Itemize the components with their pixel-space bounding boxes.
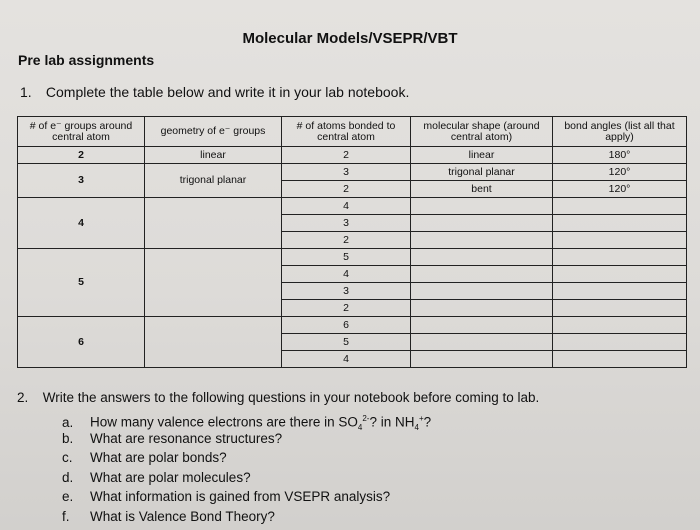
- section-heading: Pre lab assignments: [18, 52, 155, 68]
- header-bond-angles: bond angles (list all that apply): [553, 117, 687, 147]
- cell-molecular-shape: [411, 266, 553, 283]
- cell-atoms-bonded: 3: [282, 215, 411, 232]
- cell-bond-angle: 120°: [553, 181, 687, 198]
- cell-bond-angle: [553, 266, 687, 283]
- cell-molecular-shape: [411, 215, 553, 232]
- cell-e-groups: 2: [18, 147, 145, 164]
- cell-molecular-shape: trigonal planar: [411, 164, 553, 181]
- subscript: 4: [357, 423, 363, 433]
- table-header-row: [18, 117, 687, 147]
- cell-atoms-bonded: 3: [282, 283, 411, 300]
- cell-bond-angle: [553, 300, 687, 317]
- cell-bond-angle: [553, 215, 687, 232]
- header-geometry: geometry of e⁻ groups: [145, 117, 282, 147]
- cell-atoms-bonded: 3: [282, 164, 411, 181]
- cell-bond-angle: 180°: [553, 147, 687, 164]
- subquestion-d: [62, 468, 431, 488]
- cell-geometry: linear: [145, 147, 282, 164]
- subquestion-letter: c.: [62, 450, 73, 466]
- cell-atoms-bonded: 2: [282, 147, 411, 164]
- subquestion-f: [62, 507, 431, 527]
- subquestion-letter: a.: [62, 414, 74, 430]
- cell-molecular-shape: [411, 334, 553, 351]
- cell-bond-angle: 120°: [553, 164, 687, 181]
- table-row: [18, 147, 687, 164]
- superscript: +: [418, 414, 424, 423]
- cell-atoms-bonded: 4: [282, 266, 411, 283]
- cell-geometry: trigonal planar: [145, 164, 282, 198]
- cell-e-groups: 5: [18, 249, 145, 317]
- cell-atoms-bonded: 6: [282, 317, 411, 334]
- subquestion-letter: f.: [62, 508, 70, 524]
- vsepr-table: [17, 116, 687, 368]
- cell-e-groups: 6: [18, 317, 145, 368]
- subquestion-c: [62, 448, 431, 468]
- cell-molecular-shape: bent: [411, 181, 553, 198]
- subquestion-letter: b.: [62, 430, 74, 446]
- cell-molecular-shape: [411, 300, 553, 317]
- table-row: [18, 249, 687, 266]
- cell-e-groups: 3: [18, 164, 145, 198]
- cell-bond-angle: [553, 351, 687, 368]
- cell-molecular-shape: [411, 232, 553, 249]
- table-row: [18, 317, 687, 334]
- cell-molecular-shape: [411, 198, 553, 215]
- question-1-text: Complete the table below and write it in your lab notebook.: [45, 84, 410, 100]
- subquestion-b: [62, 429, 431, 449]
- cell-bond-angle: [553, 198, 687, 215]
- header-atoms-bonded: # of atoms bonded to central atom: [282, 117, 411, 147]
- cell-atoms-bonded: 2: [282, 181, 411, 198]
- subquestion-text: How many valence electrons are there in SO: [90, 414, 358, 430]
- subscript: 4: [414, 423, 419, 433]
- cell-atoms-bonded: 5: [282, 334, 411, 351]
- cell-bond-angle: [553, 317, 687, 334]
- subquestion-text: ? in NH: [369, 414, 415, 430]
- question-2-text: Write the answers to the following questions in your notebook before coming to lab.: [42, 390, 540, 405]
- cell-atoms-bonded: 2: [282, 300, 411, 317]
- subquestion-text: What are resonance structures?: [90, 430, 283, 446]
- question-1-number: 1.: [20, 84, 32, 100]
- cell-molecular-shape: [411, 351, 553, 368]
- table-row: [18, 164, 687, 181]
- subquestion-text: ?: [423, 414, 432, 430]
- question-2-number: 2.: [17, 390, 29, 405]
- cell-geometry: [145, 249, 282, 317]
- question-2: [17, 390, 539, 405]
- cell-e-groups: 4: [18, 198, 145, 249]
- subquestion-text: What are polar bonds?: [90, 450, 227, 466]
- question-1: [20, 84, 409, 100]
- cell-atoms-bonded: 5: [282, 249, 411, 266]
- cell-bond-angle: [553, 249, 687, 266]
- subquestion-letter: d.: [62, 469, 74, 485]
- cell-atoms-bonded: 4: [282, 351, 411, 368]
- cell-molecular-shape: [411, 283, 553, 300]
- page-title: Molecular Models/VSEPR/VBT: [242, 30, 458, 47]
- cell-bond-angle: [553, 232, 687, 249]
- subquestion-text: What information is gained from VSEPR analysis?: [90, 489, 391, 505]
- cell-atoms-bonded: 2: [282, 232, 411, 249]
- subquestion-text: What are polar molecules?: [90, 469, 251, 485]
- subquestion-a: [62, 409, 432, 433]
- subquestion-letter: e.: [62, 489, 74, 505]
- cell-atoms-bonded: 4: [282, 198, 411, 215]
- cell-bond-angle: [553, 334, 687, 351]
- cell-bond-angle: [553, 283, 687, 300]
- cell-molecular-shape: [411, 317, 553, 334]
- superscript: 2-: [362, 414, 370, 423]
- subquestion-e: [62, 487, 431, 507]
- header-e-groups: # of e⁻ groups around central atom: [18, 117, 145, 147]
- cell-molecular-shape: linear: [411, 147, 553, 164]
- cell-molecular-shape: [411, 249, 553, 266]
- subquestion-list: [62, 409, 431, 527]
- cell-geometry: [145, 317, 282, 368]
- cell-geometry: [145, 198, 282, 249]
- subquestion-text: What is Valence Bond Theory?: [90, 508, 275, 524]
- table-row: [18, 198, 687, 215]
- header-molecular-shape: molecular shape (around central atom): [411, 117, 553, 147]
